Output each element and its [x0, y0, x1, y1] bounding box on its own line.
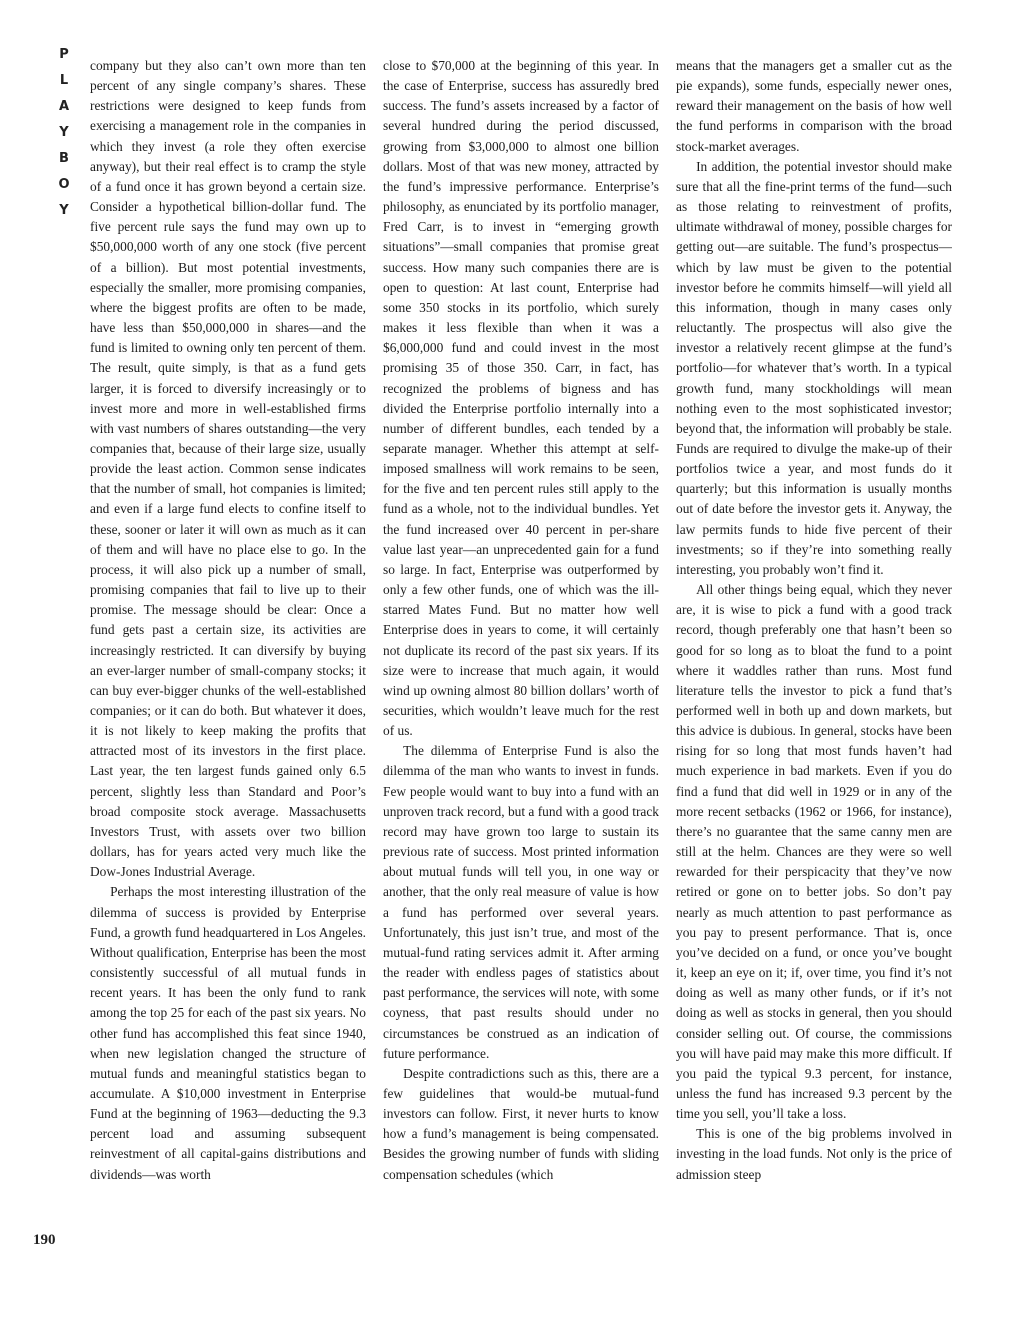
page-number: 190 [33, 1232, 56, 1248]
masthead-letter: Y [59, 125, 69, 140]
text-column-3 [676, 56, 952, 1268]
paragraph: The dilemma of Enterprise Fund is also the dilemma of the man who wants to invest in funds. Few people would want to buy into a fund with an unproven track record, but a fund with a good track record may have grown too large to sustain its previous rate of success. Most printed information about mutual funds will tell you, in one way or another, that the only real measure of value is how a fund has performed over several years. Unfortunately, this just isn’t true, and most of the mutual-fund rating services admit it. After arming the reader with endless pages of statistics about past performance, the services will note, with some coyness, that past results should under no circumstances be construed as an indication of future performance. [383, 743, 659, 1061]
masthead-letter: B [59, 151, 69, 166]
text-column-2 [383, 56, 659, 1268]
paragraph: means that the managers get a smaller cut as the pie expands), some funds, especially newer ones, reward their management on the basis of how well the fund performs in comparison with the broad stock-market averages. [676, 58, 952, 154]
magazine-masthead [44, 42, 84, 222]
paragraph: close to $70,000 at the beginning of this year. In the case of Enterprise, success has assuredly bred success. The fund’s assets increased by a factor of several hundred during the period discussed, growing from $3,000,000 to almost one billion dollars. Most of that was new money, attracted by the fund’s impressive performance. Enterprise’s philosophy, as enunciated by its portfolio manager, Fred Carr, is to invest in “emerging growth situations”—small companies that promise great success. How many such companies there are is open to question: At last count, Enterprise had some 350 stocks in its portfolio, which surely makes it less flexible than when it was a $6,000,000 fund and could invest in the most promising 35 of those 350. Carr, in fact, has recognized the problems of bigness and has divided the Enterprise portfolio internally into a number of different bundles, each tended by a separate manager. Whether this attempt at self-imposed smallness will work remains to be seen, for the five and ten percent rules still apply to the fund as a whole, not to the individual bundles. Yet the fund increased over 40 percent in per-share value last year—an unprecedented gain for a fund so large. In fact, Enterprise was outperformed by only a few other funds, one of which was the ill-starred Mates Fund. But no matter how well Enterprise does in years to come, it will certainly not duplicate its record of the past six years. If its size were to increase that much again, it would wind up owning almost 80 billion dollars’ worth of securities, which wouldn’t leave much for the rest of us. [383, 58, 659, 739]
masthead-letter: O [58, 177, 70, 192]
masthead-letter: L [59, 73, 69, 88]
paragraph: This is one of the big problems involved in investing in the load funds. Not only is the price of admission steep [676, 1126, 952, 1182]
paragraph: In addition, the potential investor should make sure that all the fine-print terms of the fund—such as those relating to reinvestment of profits, ultimate withdrawal of money, possible charges for getting out—are suitable. The fund’s prospectus—which by law must be given to the potential investor before he commits himself—will yield all this information, though in many cases only reluctantly. The prospectus will also give the investor a relatively recent glimpse at the fund’s portfolio—for whatever that’s worth. In a typical growth fund, many stockholdings will mean nothing even to the most sophisticated investor; beyond that, the information will probably be stale. Funds are required to divulge the make-up of their portfolios twice a year, and most funds do it quarterly; but this information is usually months out of date before the investor gets it. Anyway, the law permits funds to hide five percent of their investments; so if they’re into something really interesting, you probably won’t find it. [676, 158, 952, 577]
masthead-letter: Y [59, 203, 69, 218]
text-column-1 [90, 56, 366, 1268]
masthead-letter: A [58, 99, 70, 114]
paragraph: Perhaps the most interesting illustration of the dilemma of success is provided by Enterprise Fund, a growth fund headquartered in Los Angeles. Without qualification, Enterprise has been the most consistently successful of all mutual funds in recent years. It has been the only fund to rank among the top 25 for each of the past six years. No other fund has accomplished this feat since 1940, when new legislation changed the structure of mutual funds and meaningful statistics began to accumulate. A $10,000 investment in Enterprise Fund at the beginning of 1963—deducting the 9.3 percent load and assuming subsequent reinvestment of all capital-gains distributions and dividends—was worth [90, 884, 366, 1182]
paragraph: Despite contradictions such as this, there are a few guidelines that would-be mutual-fund investors can follow. First, it never hurts to know how a fund’s management is being compensated. Besides the growing number of funds with sliding compensation schedules (which [383, 1065, 659, 1182]
paragraph: company but they also can’t own more than ten percent of any single company’s shares. These restrictions were designed to keep funds from exercising a management role in the companies in which they invest (a role they often exercise anyway), but their real effect is to cramp the style of a fund once it has grown beyond a certain size. Consider a hypothetical billion-dollar fund. The five percent rule says the fund may own up to $50,000,000 worth of any one stock (five percent of a billion). But most potential investments, especially the smaller, more promising companies, where the biggest profits are often to be made, have less than $50,000,000 in shares—and the fund is limited to owning only ten percent of them. The result, quite simply, is that as a fund gets larger, it is forced to diversify increasingly or to invest more and more in well-established firms with vast numbers of shares outstanding—the very companies that, because of their large size, usually provide the least action. Common sense indicates that the number of small, hot companies is limited; and even if a large fund elects to confine itself to these, sooner or later it will own as much as it can of them and will have no place else to go. In the process, it will also pick up a number of small, promising companies that fail to live up to their promise. The message should be clear: Once a fund gets past a certain size, its activities are increasingly restricted. It can diversify by buying an ever-larger number of small-company stocks; it can buy ever-bigger chunks of the well-established companies; or it can do both. But whatever it does, it is not likely to keep making the profits that attracted most of its investors in the first place. Last year, the ten largest funds gained only 6.5 percent, slightly less than Standard and Poor’s broad composite stock average. Massachusetts Investors Trust, with assets over two billion dollars, has for years acted very much like the Dow-Jones Industrial Average. [90, 58, 366, 880]
paragraph: All other things being equal, which they never are, it is wise to pick a fund with a good track record, though preferably one that hasn’t been so good for so long as to bloat the fund to a point where it waddles rather than runs. Most fund literature tells the investor to pick a fund that’s performed well in both up and down markets, but this advice is dubious. In general, stocks have been rising for so long that most funds haven’t had much experience in bad markets. Even if you do find a fund that did well in 1929 or in any of the more recent setbacks (1962 or 1966, for instance), there’s no guarantee that the same canny men are still at the helm. Chances are they were so well rewarded for their perspicacity that they’ve now retired or gone on to better jobs. So don’t pay nearly as much attention to past performance as you pay to present performance. That is, once you’ve decided on a fund, or once you’ve bought it, keep an eye on it; if, over time, you find it’s not doing as well as many other funds, or if it’s not doing as well as stocks in general, then you should consider selling out. Of course, the commissions you will have paid may make this more difficult. If you paid the typical 9.3 percent, for instance, unless the fund has increased 9.3 percent by the time you sell, you’ll take a loss. [676, 582, 952, 1122]
masthead-letter: P [59, 47, 69, 62]
